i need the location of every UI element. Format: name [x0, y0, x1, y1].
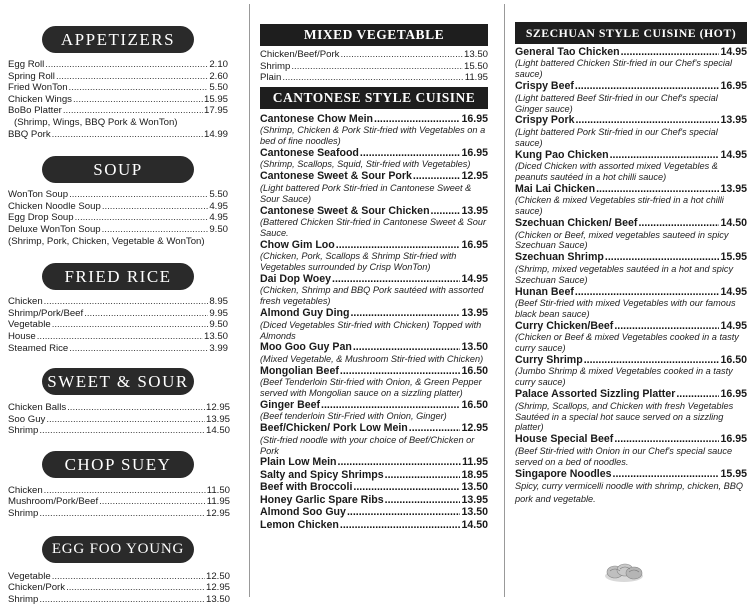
menu-item: Chicken Balls ..... 12.95 — [8, 402, 236, 414]
menu-item: Spring Roll ..... 2.60 — [8, 71, 236, 83]
menu-item: House ..... 13.50 — [8, 331, 236, 343]
menu-item: Shrimp ..... 12.95 — [8, 508, 236, 520]
menu-item: Egg Drop Soup ..... 4.95 — [8, 212, 236, 224]
appetizers-header: APPETIZERS — [42, 26, 194, 53]
menu-item: Cantonese Sweet & Sour Pork ..... 12.95 (Light battered Pork Stir-fried in Cantonese Sweet & Sour Sauce) — [260, 170, 488, 204]
menu-item: Steamed Rice ..... 3.99 — [8, 343, 236, 355]
menu-item: Curry Shrimp ..... 16.50 (Jumbo Shrimp & mixed Vegetables cooked in a tasty curry sauce) — [515, 354, 747, 388]
menu-item: WonTon Soup ..... 5.50 — [8, 189, 236, 201]
menu-item: Ginger Beef ..... 16.50 (Beef tenderloin Stir-Fried with Onion, Ginger) — [260, 399, 488, 422]
column-divider — [504, 4, 505, 597]
menu-item: House Special Beef ..... 16.95 (Beef Stir-fried with Onion in our Chef's special sauce served on a bed of noodles. — [515, 433, 747, 467]
item-note: (Shrimp, Wings, BBQ Pork & WonTon) — [14, 116, 178, 128]
menu-item: Shrimp ..... 15.50 — [260, 61, 488, 73]
menu-item: Cantonese Sweet & Sour Chicken ..... 13.95 (Battered Chicken Stir-fried in Cantonese Sweet & Sour Sauce. — [260, 205, 488, 239]
menu-item: Almond Guy Ding ..... 13.95 (Diced Vegetables Stir-fried with Chicken) Topped with Almonds — [260, 307, 488, 341]
menu-item: Cantonese Chow Mein ..... 16.95 (Shrimp, Chicken & Pork Stir-fried with Vegetables on a bed of fine noodles) — [260, 113, 488, 147]
menu-item: Cantonese Seafood ..... 16.95 (Shrimp, Scallops, Squid, Stir-fried with Vegetables) — [260, 147, 488, 170]
sweet-sour-header: SWEET & SOUR — [42, 368, 194, 395]
menu-item: Szechuan Shrimp ..... 15.95 (Shrimp, mixed vegetables sautéed in a hot and spicy Szechuan Sauce) — [515, 251, 747, 285]
fried-rice-list — [8, 296, 236, 354]
menu-item: Mai Lai Chicken ..... 13.95 (Chicken & mixed Vegetables stir-fried in a hot chilli sauce) — [515, 183, 747, 217]
menu-item: Fried WonTon ..... 5.50 — [8, 82, 236, 94]
menu-item: Beef with Broccoli ..... 13.50 — [260, 481, 488, 493]
menu-item: Plain Low Mein ..... 11.95 — [260, 456, 488, 468]
left-column — [8, 0, 236, 605]
menu-item: Crispy Pork ..... 13.95 (Light battered Pork Stir-fried in our Chef's special sauce) — [515, 114, 747, 148]
menu-item: Shrimp ..... 13.50 — [8, 594, 236, 605]
menu-item: Crispy Beef ..... 16.95 (Light battered Beef Stir-fried in our Chef's special Ginger sauce) — [515, 80, 747, 114]
menu-item: Szechuan Chicken/ Beef ..... 14.50 (Chicken or Beef, mixed vegetables sauteed in spicy Szechuan Sauce) — [515, 217, 747, 251]
soup-header: SOUP — [42, 156, 194, 183]
menu-item: Singapore Noodles ..... 15.95 Spicy, curry vermicelli noodle with shrimp, chicken, BBQ pork and vegetable. — [515, 468, 747, 506]
mixed-vegetable-list — [260, 49, 488, 84]
dumpling-illustration — [603, 560, 645, 584]
szechuan-header: SZECHUAN STYLE CUISINE (HOT) — [515, 22, 747, 44]
menu-item: Chicken/Beef/Pork ..... 13.50 — [260, 49, 488, 61]
menu-item: Mongolian Beef ..... 16.50 (Beef Tenderloin Stir-fried with Onion, & Green Pepper served with Mongolian sauce on a sizzling platter) — [260, 365, 488, 399]
menu-item: Egg Roll ..... 2.10 — [8, 59, 236, 71]
item-note: (Shrimp, Pork, Chicken, Vegetable & WonTon) — [8, 235, 205, 247]
menu-item: Kung Pao Chicken ..... 14.95 (Diced Chicken with assorted mixed Vegetables & peanuts sautéed in a hot chilli sauce) — [515, 149, 747, 183]
right-column — [515, 0, 747, 506]
szechuan-list — [515, 46, 747, 506]
menu-item: Moo Goo Guy Pan ..... 13.50 (Mixed Vegetable, & Mushroom Stir-fried with Chicken) — [260, 341, 488, 364]
menu-item: Vegetable ..... 12.50 — [8, 571, 236, 583]
menu-item: Salty and Spicy Shrimps ..... 18.95 — [260, 469, 488, 481]
menu-item: Honey Garlic Spare Ribs ..... 13.95 — [260, 494, 488, 506]
menu-item: BoBo Platter ..... 17.95 — [8, 105, 236, 117]
menu-item: Chicken ..... 8.95 — [8, 296, 236, 308]
menu-item: Deluxe WonTon Soup ..... 9.50 — [8, 224, 236, 236]
middle-column — [260, 0, 488, 531]
menu-item: Palace Assorted Sizzling Platter ..... 16.95 (Shrimp, Scallops, and Chicken with fresh Vegetables Sautéed in a special hot sauce served on a sizzling platter) — [515, 388, 747, 433]
mixed-vegetable-header: MIXED VEGETABLE — [260, 24, 488, 46]
menu-item: Shrimp ..... 14.50 — [8, 425, 236, 437]
egg-foo-young-list — [8, 571, 236, 605]
menu-item: Chow Gim Loo ..... 16.95 (Chicken, Pork, Scallops & Shrimp Stir-fried with Vegetables surrounded by Crisp WonTon) — [260, 239, 488, 273]
menu-item: Mushroom/Pork/Beef ..... 11.95 — [8, 496, 236, 508]
menu-item: Hunan Beef ..... 14.95 (Beef Stir-fried with mixed Vegetables with our famous black bean sauce) — [515, 286, 747, 320]
menu-item: Chicken Wings ..... 15.95 — [8, 94, 236, 106]
egg-foo-young-header: EGG FOO YOUNG — [42, 536, 194, 563]
fried-rice-header: FRIED RICE — [42, 263, 194, 290]
menu-item: Curry Chicken/Beef ..... 14.95 (Chicken or Beef & mixed Vegetables cooked in a tasty curry sauce) — [515, 320, 747, 354]
menu-item: Chicken Noodle Soup ..... 4.95 — [8, 201, 236, 213]
menu-item: General Tao Chicken ..... 14.95 (Light battered Chicken Stir-fried in our Chef's special sauce) — [515, 46, 747, 80]
sweet-sour-list — [8, 402, 236, 437]
cantonese-list — [260, 113, 488, 531]
menu-item: Beef/Chicken/ Pork Low Mein ..... 12.95 (Stir-fried noodle with your choice of Beef/Chicken or Pork — [260, 422, 488, 456]
menu-item: Dai Dop Woey ..... 14.95 (Chicken, Shrimp and BBQ Pork sautéed with assorted fresh vegetables) — [260, 273, 488, 307]
menu-item: Almond Soo Guy ..... 13.50 — [260, 506, 488, 518]
menu-item: Plain ..... 11.95 — [260, 72, 488, 84]
menu-item: Soo Guy ..... 13.95 — [8, 414, 236, 426]
soup-list — [8, 189, 236, 247]
cantonese-header: CANTONESE STYLE CUISINE — [260, 87, 488, 109]
menu-item: BBQ Pork ..... 14.99 — [8, 129, 236, 141]
column-divider — [249, 4, 250, 597]
appetizers-list — [8, 59, 236, 140]
menu-item: Lemon Chicken ..... 14.50 — [260, 519, 488, 531]
menu-item: Vegetable ..... 9.50 — [8, 319, 236, 331]
chop-suey-header: CHOP SUEY — [42, 451, 194, 478]
chop-suey-list — [8, 485, 236, 520]
menu-item: Chicken ..... 11.50 — [8, 485, 236, 497]
menu-item: Chicken/Pork ..... 12.95 — [8, 582, 236, 594]
menu-item: Shrimp/Pork/Beef ..... 9.95 — [8, 308, 236, 320]
